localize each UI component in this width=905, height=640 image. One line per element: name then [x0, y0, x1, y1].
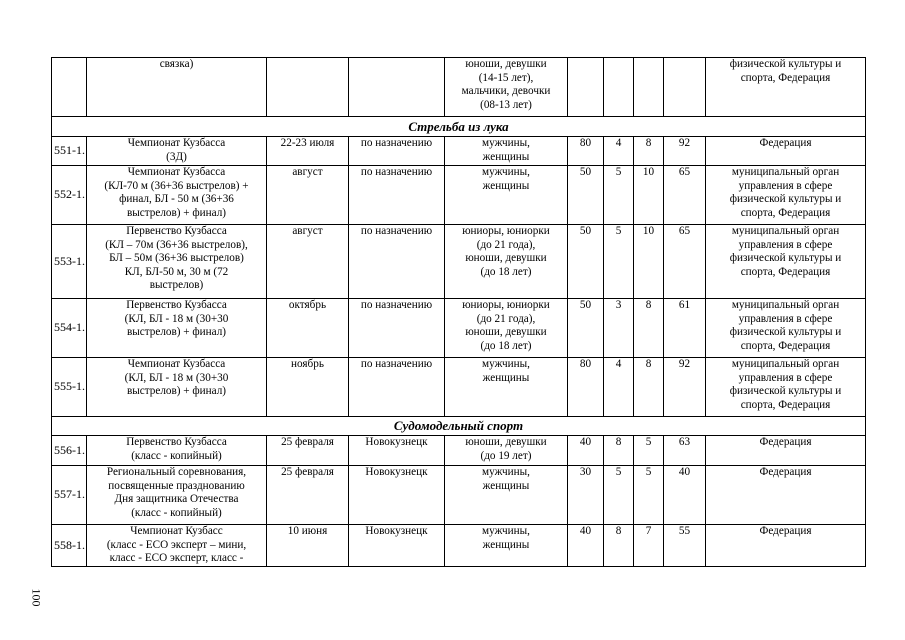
- event-participants: мужчины, женщины: [445, 525, 568, 567]
- count-total: 92: [664, 358, 706, 417]
- event-participants: юниоры, юниорки (до 21 года), юноши, девушки (до 18 лет): [445, 225, 568, 299]
- count-3: 10: [634, 225, 664, 299]
- event-date: август: [267, 166, 349, 225]
- row-number: 553-1.: [52, 225, 87, 299]
- event-date: 25 февраля: [267, 466, 349, 525]
- section-row: [52, 417, 866, 436]
- section-title: Стрельба из лука: [52, 117, 866, 137]
- count-total: 92: [664, 137, 706, 166]
- event-name: Чемпионат Кузбасса (КЛ-70 м (36+36 выстрелов) + финал, БЛ - 50 м (36+36 выстрелов) + финал): [87, 166, 267, 225]
- count-3: 10: [634, 166, 664, 225]
- event-date: 10 июня: [267, 525, 349, 567]
- row-number: 555-1.: [52, 358, 87, 417]
- event-place: Новокузнецк: [349, 436, 445, 466]
- event-participants: мужчины, женщины: [445, 466, 568, 525]
- event-place: по назначению: [349, 166, 445, 225]
- event-name: Первенство Кузбасса (КЛ – 70м (36+36 выстрелов), БЛ – 50м (36+36 выстрелов) КЛ, БЛ-50 м, 30 м (72 выстрелов): [87, 225, 267, 299]
- event-name: связка): [87, 58, 267, 117]
- count-1: 50: [568, 166, 604, 225]
- count-total: 65: [664, 225, 706, 299]
- count-1: 80: [568, 358, 604, 417]
- event-organizer: муниципальный орган управления в сфере физической культуры и спорта, Федерация: [706, 166, 866, 225]
- event-place: по назначению: [349, 358, 445, 417]
- count-1: 30: [568, 466, 604, 525]
- table-row: [52, 358, 866, 417]
- count-total: 63: [664, 436, 706, 466]
- event-name: Региональный соревнования, посвященные празднованию Дня защитника Отечества (класс - копийный): [87, 466, 267, 525]
- event-organizer: муниципальный орган управления в сфере физической культуры и спорта, Федерация: [706, 225, 866, 299]
- table-row: [52, 525, 866, 567]
- event-place: [349, 58, 445, 117]
- count-2: 8: [604, 525, 634, 567]
- count-total: 55: [664, 525, 706, 567]
- event-organizer: Федерация: [706, 137, 866, 166]
- count-1: 80: [568, 137, 604, 166]
- event-name: Первенство Кузбасса (КЛ, БЛ - 18 м (30+30 выстрелов) + финал): [87, 299, 267, 358]
- events-table: [51, 57, 866, 567]
- count-2: 3: [604, 299, 634, 358]
- count-1: 50: [568, 299, 604, 358]
- table-row: [52, 58, 866, 117]
- count-3: [634, 58, 664, 117]
- table-row: [52, 137, 866, 166]
- section-row: [52, 117, 866, 137]
- event-organizer: Федерация: [706, 525, 866, 567]
- event-place: Новокузнецк: [349, 466, 445, 525]
- event-participants: мужчины, женщины: [445, 358, 568, 417]
- event-date: 25 февраля: [267, 436, 349, 466]
- count-3: 5: [634, 466, 664, 525]
- table-row: [52, 299, 866, 358]
- event-participants: юноши, девушки (14-15 лет), мальчики, девочки (08-13 лет): [445, 58, 568, 117]
- event-place: по назначению: [349, 299, 445, 358]
- event-participants: юноши, девушки (до 19 лет): [445, 436, 568, 466]
- count-total: 65: [664, 166, 706, 225]
- count-2: 4: [604, 358, 634, 417]
- event-organizer: Федерация: [706, 436, 866, 466]
- event-organizer: муниципальный орган управления в сфере физической культуры и спорта, Федерация: [706, 358, 866, 417]
- event-participants: мужчины, женщины: [445, 166, 568, 225]
- page-number: 100: [29, 588, 44, 607]
- count-2: 5: [604, 466, 634, 525]
- count-total: 40: [664, 466, 706, 525]
- event-place: Новокузнецк: [349, 525, 445, 567]
- row-number: 557-1.: [52, 466, 87, 525]
- count-2: [604, 58, 634, 117]
- count-total: [664, 58, 706, 117]
- count-3: 5: [634, 436, 664, 466]
- count-3: 8: [634, 137, 664, 166]
- row-number: 556-1.: [52, 436, 87, 466]
- event-organizer: физической культуры и спорта, Федерация: [706, 58, 866, 117]
- event-date: август: [267, 225, 349, 299]
- count-1: 40: [568, 525, 604, 567]
- count-2: 5: [604, 225, 634, 299]
- event-name: Чемпионат Кузбасса (КЛ, БЛ - 18 м (30+30 выстрелов) + финал): [87, 358, 267, 417]
- count-3: 7: [634, 525, 664, 567]
- table-row: [52, 225, 866, 299]
- event-participants: мужчины, женщины: [445, 137, 568, 166]
- count-2: 4: [604, 137, 634, 166]
- event-name: Чемпионат Кузбасса (3Д): [87, 137, 267, 166]
- count-1: 40: [568, 436, 604, 466]
- row-number: 554-1.: [52, 299, 87, 358]
- event-participants: юниоры, юниорки (до 21 года), юноши, девушки (до 18 лет): [445, 299, 568, 358]
- table-row: [52, 166, 866, 225]
- event-date: октябрь: [267, 299, 349, 358]
- event-date: 22-23 июля: [267, 137, 349, 166]
- count-3: 8: [634, 299, 664, 358]
- table-row: [52, 466, 866, 525]
- row-number: 552-1.: [52, 166, 87, 225]
- count-total: 61: [664, 299, 706, 358]
- event-organizer: Федерация: [706, 466, 866, 525]
- event-place: по назначению: [349, 137, 445, 166]
- event-date: [267, 58, 349, 117]
- row-number: 558-1.: [52, 525, 87, 567]
- count-2: 8: [604, 436, 634, 466]
- event-name: Первенство Кузбасса (класс - копийный): [87, 436, 267, 466]
- count-1: [568, 58, 604, 117]
- row-number: [52, 58, 87, 117]
- section-title: Судомодельный спорт: [52, 417, 866, 436]
- event-name: Чемпионат Кузбасс (класс - ЕСО эксперт – мини, класс - ЕСО эксперт, класс -: [87, 525, 267, 567]
- row-number: 551-1.: [52, 137, 87, 166]
- count-1: 50: [568, 225, 604, 299]
- event-organizer: муниципальный орган управления в сфере физической культуры и спорта, Федерация: [706, 299, 866, 358]
- event-date: ноябрь: [267, 358, 349, 417]
- table-row: [52, 436, 866, 466]
- event-place: по назначению: [349, 225, 445, 299]
- count-3: 8: [634, 358, 664, 417]
- count-2: 5: [604, 166, 634, 225]
